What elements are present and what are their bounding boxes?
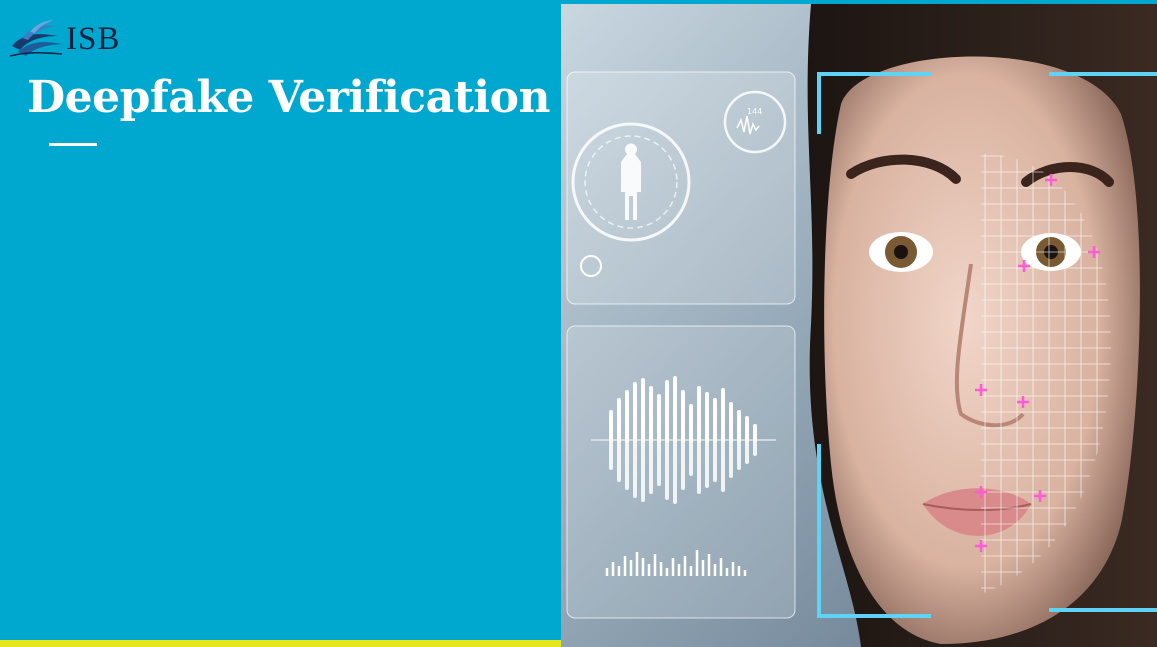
wave-logo-icon [8, 16, 64, 62]
face-scan-illustration [561, 4, 1157, 647]
face-scan-image [561, 4, 1157, 647]
hud-readout-label: 144 [747, 107, 763, 116]
logo-text: ISB [66, 20, 121, 57]
title-underline [49, 143, 97, 146]
isb-logo[interactable] [8, 14, 120, 64]
page-title: Deepfake Verification [27, 72, 550, 123]
accent-bar [0, 640, 561, 647]
hud-panel-body [567, 72, 795, 304]
waveform-panel [567, 326, 795, 618]
